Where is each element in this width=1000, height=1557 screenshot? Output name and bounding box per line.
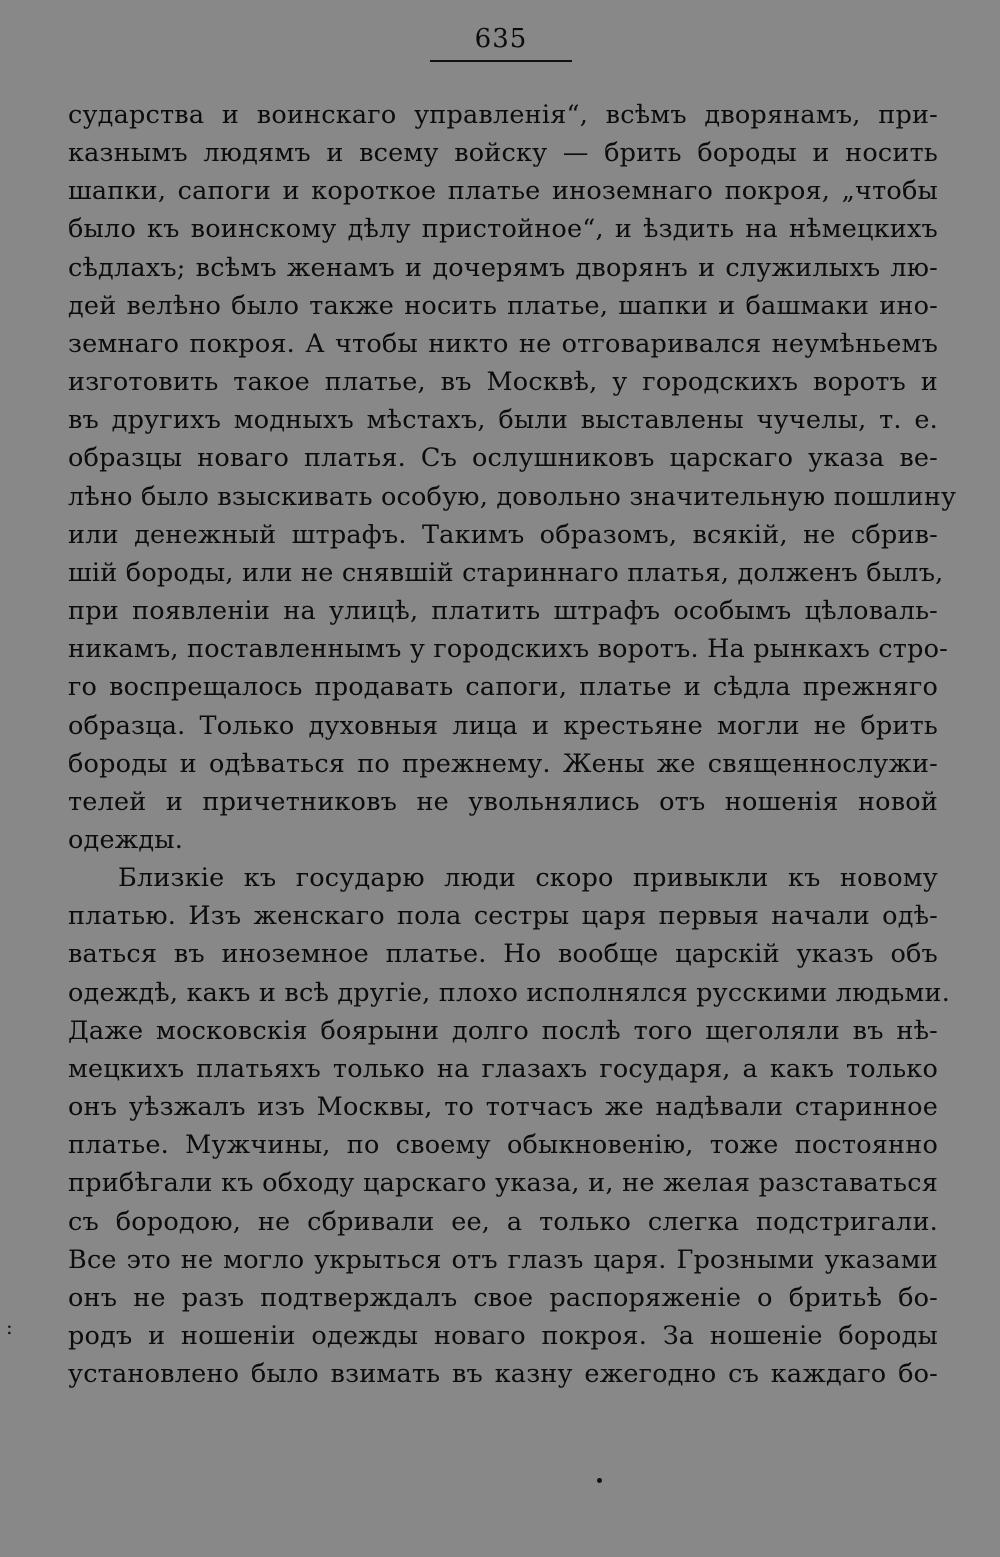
text-line: платье. Мужчины, по своему обыкновенію, тоже постоянно xyxy=(68,1130,938,1161)
text-line: было къ воинскому дѣлу пристойное“, и ѣздить на нѣмецкихъ xyxy=(68,214,938,245)
stray-dot xyxy=(597,1478,602,1483)
text-line: го воспрещалось продавать сапоги, платье и сѣдла прежняго xyxy=(68,672,938,703)
paragraph xyxy=(68,859,951,1393)
text-line: онъ не разъ подтверждалъ свое распоряженіе о бритьѣ бо- xyxy=(68,1282,938,1313)
text-line: изготовить такое платье, въ Москвѣ, у городскихъ воротъ и xyxy=(68,367,938,398)
body-text xyxy=(68,96,957,1393)
text-line: шій бороды, или не снявшій стариннаго платья, долженъ былъ, xyxy=(68,557,944,588)
text-line: дей велѣно было также носить платье, шапки и башмаки ино- xyxy=(68,290,938,321)
paragraph xyxy=(68,96,957,859)
text-line: установлено было взимать въ казну ежегодно съ каждаго бо- xyxy=(68,1359,938,1390)
text-line: никамъ, поставленнымъ у городскихъ воротъ. На рынкахъ стро- xyxy=(68,634,948,665)
text-line: Даже московскія боярыни долго послѣ того щеголяли въ нѣ- xyxy=(68,1015,938,1046)
text-line: сѣдлахъ; всѣмъ женамъ и дочерямъ дворянъ и служилыхъ лю- xyxy=(68,252,938,283)
text-line: шапки, сапоги и короткое платье иноземнаго покроя, „чтобы xyxy=(68,176,938,207)
text-line: съ бородою, не сбривали ее, а только слегка подстригали. xyxy=(68,1206,938,1237)
text-line: образца. Только духовныя лица и крестьяне могли не брить xyxy=(68,710,938,741)
text-line: лѣно было взыскивать особую, довольно значительную пошлину xyxy=(68,481,957,512)
text-line: Близкіе къ государю люди скоро привыкли къ новому xyxy=(118,863,938,894)
text-line: земнаго покроя. А чтобы никто не отговаривался неумѣньемъ xyxy=(68,328,938,359)
text-line: ваться въ иноземное платье. Но вообще царскій указъ объ xyxy=(68,939,938,970)
text-line: одежды. xyxy=(68,824,184,855)
text-line: Все это не могло укрыться отъ глазъ царя. Грозными указами xyxy=(68,1244,938,1275)
page-number-rule xyxy=(430,60,572,62)
text-line: прибѣгали къ обходу царскаго указа, и, не желая разставаться xyxy=(68,1168,938,1199)
text-line: казнымъ людямъ и всему войску — брить бороды и носить xyxy=(68,138,938,169)
page-number: 635 xyxy=(474,24,528,54)
text-line: бороды и одѣваться по прежнему. Жены же священнослужи- xyxy=(68,748,938,779)
text-line: родъ и ношеніи одежды новаго покроя. За ношеніе бороды xyxy=(68,1321,938,1351)
text-line: платью. Изъ женскаго пола сестры царя первыя начали одѣ- xyxy=(68,901,938,932)
text-line: или денежный штрафъ. Такимъ образомъ, всякій, не сбрив- xyxy=(68,519,938,550)
text-line: мецкихъ платьяхъ только на глазахъ государя, а какъ только xyxy=(68,1053,938,1084)
text-line: онъ уѣзжалъ изъ Москвы, то тотчасъ же надѣвали старинное xyxy=(68,1092,938,1123)
text-line: образцы новаго платья. Съ ослушниковъ царскаго указа ве- xyxy=(68,443,938,474)
text-line: сударства и воинскаго управленія“, всѣмъ дворянамъ, при- xyxy=(68,100,938,130)
text-line: въ другихъ модныхъ мѣстахъ, были выставлены чучелы, т. е. xyxy=(68,405,938,436)
text-line: одеждѣ, какъ и всѣ другіе, плохо исполнялся русскими людьми. xyxy=(68,977,951,1008)
text-line: телей и причетниковъ не увольнялись отъ ношенія новой xyxy=(68,786,938,817)
text-line: при появленіи на улицѣ, платить штрафъ особымъ цѣловаль- xyxy=(68,596,938,627)
margin-mark: : xyxy=(6,1315,13,1339)
